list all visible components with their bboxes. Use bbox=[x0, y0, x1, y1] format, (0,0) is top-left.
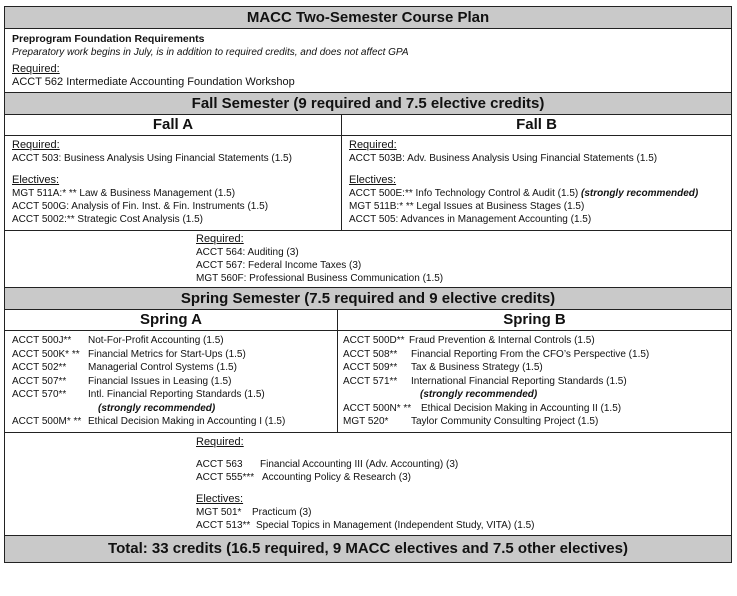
preprogram-required-label: Required: bbox=[12, 63, 60, 75]
fall-terms bbox=[5, 115, 731, 231]
fall-b-elective-text: MGT 511B:* ** Legal Issues at Business Stages (1.5) bbox=[349, 201, 585, 212]
strongly-recommended-note: (strongly recommended) bbox=[580, 188, 699, 199]
fall-shared-course: ACCT 567: Federal Income Taxes (3) bbox=[196, 260, 362, 271]
spring-b-column bbox=[338, 331, 731, 432]
course-name: Financial Issues in Leasing (1.5) bbox=[88, 375, 232, 387]
spring-b-course bbox=[343, 361, 727, 375]
spring-b-course bbox=[343, 348, 727, 362]
course-code: ACCT 563 bbox=[196, 458, 243, 470]
course-name: Financial Accounting III (Adv. Accounting) (3) bbox=[260, 458, 459, 470]
spring-terms bbox=[5, 331, 731, 433]
spring-semester-heading: Spring Semester (7.5 required and 9 elective credits) bbox=[5, 287, 731, 310]
fall-a-electives-label: Electives: bbox=[12, 174, 60, 186]
spring-shared-required-course bbox=[196, 458, 731, 471]
fall-b-electives-label: Electives: bbox=[349, 174, 397, 186]
spring-a-course bbox=[12, 348, 333, 362]
fall-semester-heading: Fall Semester (9 required and 7.5 elective credits) bbox=[5, 92, 731, 115]
course-name: Special Topics in Management (Independent Study, VITA) (1.5) bbox=[256, 519, 535, 531]
spring-a-course bbox=[12, 361, 333, 375]
spring-a-course bbox=[12, 388, 333, 402]
spring-shared-elective bbox=[196, 519, 731, 532]
preprogram-course: ACCT 562 Intermediate Accounting Foundation Workshop bbox=[12, 76, 295, 88]
fall-b-required-label: Required: bbox=[349, 139, 397, 151]
course-code: ACCT 500M* ** bbox=[12, 416, 82, 427]
course-name: International Financial Reporting Standards (1.5) bbox=[411, 375, 627, 387]
strongly-recommended-note: (strongly recommended) bbox=[98, 402, 216, 414]
course-code: ACCT 570** bbox=[12, 389, 67, 400]
fall-shared-course: MGT 560F: Professional Business Communication (1.5) bbox=[196, 273, 444, 284]
spring-shared-elective bbox=[196, 506, 731, 519]
fall-b-elective bbox=[349, 213, 725, 226]
spring-shared-courses bbox=[5, 433, 731, 535]
spring-a-heading: Spring A bbox=[5, 310, 338, 330]
fall-b-elective-text: ACCT 500E:** Info Technology Control & Audit (1.5) bbox=[349, 188, 581, 199]
spring-b-course bbox=[343, 402, 727, 416]
spring-term-headings bbox=[5, 310, 731, 331]
course-name: Tax & Business Strategy (1.5) bbox=[411, 362, 543, 373]
course-code: ACCT 513** bbox=[196, 519, 251, 531]
course-code: ACCT 509** bbox=[343, 362, 398, 373]
fall-b-heading: Fall B bbox=[342, 115, 731, 136]
course-code: MGT 501* bbox=[196, 506, 242, 518]
course-name: Accounting Policy & Research (3) bbox=[262, 471, 411, 483]
course-code: ACCT 508** bbox=[343, 348, 398, 360]
spring-shared-required-label: Required: bbox=[196, 435, 244, 448]
fall-a-heading: Fall A bbox=[5, 115, 341, 136]
course-name: Managerial Control Systems (1.5) bbox=[88, 362, 237, 373]
fall-shared-required-label: Required: bbox=[196, 233, 244, 245]
fall-shared-required bbox=[5, 231, 731, 287]
spring-b-course bbox=[343, 334, 727, 348]
preprogram-note: Preparatory work begins in July, is in addition to required credits, and does not affect GPA bbox=[12, 47, 409, 58]
course-code: ACCT 502** bbox=[12, 362, 67, 373]
spring-a-column bbox=[5, 331, 338, 432]
fall-a-column bbox=[5, 115, 342, 230]
fall-b-elective bbox=[349, 200, 725, 213]
spring-b-course bbox=[343, 415, 727, 429]
spring-a-course bbox=[12, 375, 333, 389]
spring-shared-electives-label: Electives: bbox=[196, 492, 244, 505]
course-name: Ethical Decision Making in Accounting I (1.5) bbox=[88, 416, 286, 427]
course-code: ACCT 500D** bbox=[343, 335, 405, 346]
preprogram-heading: Preprogram Foundation Requirements bbox=[12, 33, 205, 45]
spring-shared-required-course bbox=[196, 471, 731, 484]
spring-a-course bbox=[12, 415, 333, 429]
fall-b-elective-text: ACCT 505: Advances in Management Accounting (1.5) bbox=[349, 214, 592, 225]
fall-b-required-course: ACCT 503B: Adv. Business Analysis Using Financial Statements (1.5) bbox=[349, 153, 658, 164]
course-code: ACCT 571** bbox=[343, 375, 398, 387]
fall-a-required-course: ACCT 503: Business Analysis Using Financial Statements (1.5) bbox=[12, 153, 292, 164]
course-plan-table bbox=[4, 6, 732, 563]
course-name: Financial Reporting From the CFO’s Perspective (1.5) bbox=[411, 348, 650, 360]
fall-a-elective: MGT 511A:* ** Law & Business Management (1.5) bbox=[12, 188, 236, 199]
spring-b-course bbox=[343, 375, 727, 389]
course-code: ACCT 507** bbox=[12, 375, 67, 387]
course-code: MGT 520* bbox=[343, 416, 389, 427]
page-title: MACC Two-Semester Course Plan bbox=[5, 7, 731, 29]
spring-a-course bbox=[12, 334, 333, 348]
course-code: ACCT 500J** bbox=[12, 335, 72, 346]
strongly-recommended-note: (strongly recommended) bbox=[420, 389, 538, 400]
fall-b-elective bbox=[349, 187, 725, 200]
course-name: Taylor Community Consulting Project (1.5) bbox=[411, 416, 599, 427]
spring-b-heading: Spring B bbox=[503, 311, 566, 328]
fall-a-elective: ACCT 500G: Analysis of Fin. Inst. & Fin. Instruments (1.5) bbox=[12, 201, 269, 212]
course-name: Intl. Financial Reporting Standards (1.5) bbox=[88, 389, 265, 400]
fall-a-required-label: Required: bbox=[12, 139, 60, 151]
course-code: ACCT 500K* ** bbox=[12, 348, 80, 360]
course-code: ACCT 500N* ** bbox=[343, 402, 412, 414]
preprogram-section bbox=[5, 29, 731, 92]
course-name: Financial Metrics for Start-Ups (1.5) bbox=[88, 348, 246, 360]
course-name: Fraud Prevention & Internal Controls (1.5) bbox=[409, 335, 595, 346]
course-name: Ethical Decision Making in Accounting II (1.5) bbox=[421, 402, 622, 414]
course-name: Not-For-Profit Accounting (1.5) bbox=[88, 335, 224, 346]
fall-b-column bbox=[342, 115, 731, 230]
course-code: ACCT 555*** bbox=[196, 471, 255, 483]
total-credits: Total: 33 credits (16.5 required, 9 MACC electives and 7.5 other electives) bbox=[5, 535, 731, 562]
fall-shared-course: ACCT 564: Auditing (3) bbox=[196, 247, 299, 258]
fall-a-elective: ACCT 5002:** Strategic Cost Analysis (1.5) bbox=[12, 214, 204, 225]
course-name: Practicum (3) bbox=[252, 506, 312, 518]
